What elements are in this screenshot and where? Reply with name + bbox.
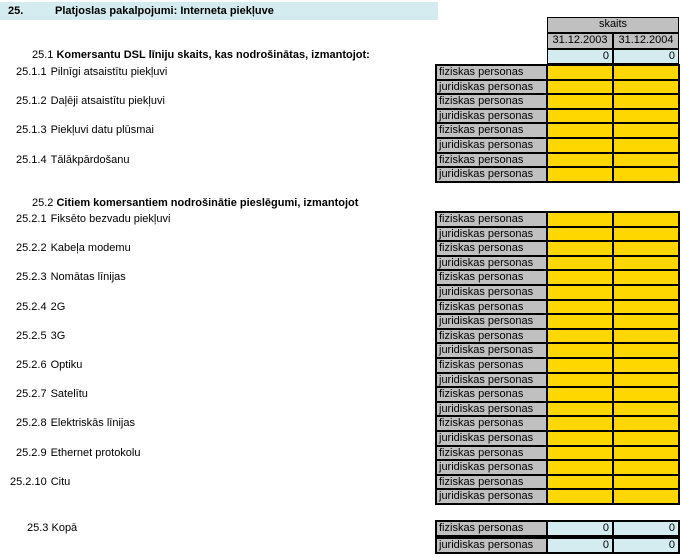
- item-25-2-9: [16, 447, 140, 459]
- value-cell-legal-2004[interactable]: [613, 343, 679, 358]
- column-group-header: skaits: [547, 17, 679, 33]
- value-cell-natural-2003[interactable]: [547, 241, 613, 256]
- value-cell-natural-2003[interactable]: [547, 94, 613, 109]
- total-25-1-2003[interactable]: 0: [547, 49, 613, 64]
- value-cell-natural-2004[interactable]: [613, 212, 679, 227]
- value-cell-legal-2003[interactable]: [547, 167, 613, 182]
- value-cell-legal-2003[interactable]: [547, 138, 613, 153]
- item-25-1-2: [16, 95, 165, 107]
- category-natural: fiziskas personas: [436, 241, 547, 256]
- value-cell-natural-2003[interactable]: [547, 475, 613, 490]
- item-25-2-3: [16, 271, 126, 283]
- item-label: Nomātas līnijas: [50, 271, 126, 284]
- item-label: Fiksēto bezvadu piekļuvi: [50, 213, 171, 225]
- item-label: Satelītu: [50, 388, 88, 401]
- item-code: 25.2.2: [16, 242, 47, 255]
- value-cell-natural-2004[interactable]: [613, 358, 679, 373]
- item-label: Ethernet protokolu: [50, 446, 141, 459]
- value-cell-natural-2004[interactable]: [613, 270, 679, 285]
- category-legal: juridiskas personas: [436, 431, 547, 446]
- item-code: 25.2.7: [16, 388, 47, 401]
- value-cell-natural-2003[interactable]: [547, 270, 613, 285]
- value-cell-legal-2003[interactable]: [547, 80, 613, 95]
- value-cell-natural-2004[interactable]: [613, 416, 679, 431]
- section-header: [0, 2, 438, 20]
- value-cell-natural-2003[interactable]: [547, 123, 613, 138]
- value-cell-legal-2003[interactable]: [547, 256, 613, 271]
- category-natural: fiziskas personas: [436, 212, 547, 227]
- value-cell-legal-2004[interactable]: [613, 138, 679, 153]
- value-cell-natural-2004[interactable]: [613, 387, 679, 402]
- category-legal: juridiskas personas: [436, 314, 547, 329]
- value-cell-natural-2003[interactable]: [547, 212, 613, 227]
- category-legal: juridiskas personas: [436, 489, 547, 504]
- category-natural: fiziskas personas: [436, 153, 547, 168]
- value-cell-legal-2003[interactable]: [547, 402, 613, 417]
- subsection-title: Kopā: [51, 522, 78, 534]
- item-code: 25.2.4: [16, 300, 47, 313]
- value-cell-legal-2004[interactable]: [613, 431, 679, 446]
- item-label: Piekļuvi datu plūsmai: [50, 124, 154, 137]
- value-cell-legal-2003[interactable]: [547, 431, 613, 446]
- category-natural: fiziskas personas: [436, 329, 547, 344]
- category-natural: fiziskas personas: [436, 123, 547, 138]
- item-25-1-4: [16, 154, 129, 166]
- value-cell-legal-2004[interactable]: [613, 227, 679, 242]
- category-legal: juridiskas personas: [436, 167, 547, 182]
- total-natural-2003[interactable]: 0: [547, 521, 613, 536]
- item-label: 3G: [50, 329, 66, 342]
- item-code: 25.1.4: [16, 153, 47, 166]
- category-legal: juridiskas personas: [436, 373, 547, 388]
- item-code: 25.2.9: [16, 446, 47, 459]
- value-cell-legal-2003[interactable]: [547, 460, 613, 475]
- value-cell-legal-2004[interactable]: [613, 373, 679, 388]
- value-cell-legal-2004[interactable]: [613, 167, 679, 182]
- item-25-1-1: [16, 66, 167, 78]
- value-cell-legal-2004[interactable]: [613, 285, 679, 300]
- item-label: Daļēji atsaistītu piekļuvi: [50, 95, 165, 108]
- category-legal: juridiskas personas: [436, 138, 547, 153]
- total-legal-2004[interactable]: 0: [613, 538, 679, 553]
- value-cell-natural-2004[interactable]: [613, 446, 679, 461]
- value-cell-natural-2003[interactable]: [547, 300, 613, 315]
- category-natural: fiziskas personas: [436, 475, 547, 490]
- total-25-1-2004[interactable]: 0: [613, 49, 679, 64]
- section-title: Platjoslas pakalpojumi: Interneta piekļuve: [55, 5, 274, 17]
- value-cell-legal-2004[interactable]: [613, 109, 679, 124]
- value-cell-natural-2004[interactable]: [613, 475, 679, 490]
- item-code: 25.2.8: [16, 417, 47, 430]
- value-cell-legal-2003[interactable]: [547, 343, 613, 358]
- category-legal: juridiskas personas: [436, 109, 547, 124]
- subsection-25-3-label: [27, 522, 77, 534]
- category-natural: fiziskas personas: [436, 94, 547, 109]
- value-cell-natural-2003[interactable]: [547, 329, 613, 344]
- column-date-2004: 31.12.2004: [613, 33, 679, 49]
- category-natural: fiziskas personas: [436, 65, 547, 80]
- value-cell-legal-2004[interactable]: [613, 80, 679, 95]
- item-25-2-5: [16, 330, 65, 342]
- value-cell-legal-2003[interactable]: [547, 373, 613, 388]
- value-cell-legal-2004[interactable]: [613, 256, 679, 271]
- total-natural-2004[interactable]: 0: [613, 521, 679, 536]
- total-legal-2003[interactable]: 0: [547, 538, 613, 553]
- item-code: 25.1.3: [16, 124, 47, 137]
- item-code: 25.1.1: [16, 66, 47, 78]
- value-cell-natural-2004[interactable]: [613, 123, 679, 138]
- value-cell-legal-2003[interactable]: [547, 489, 613, 504]
- value-cell-legal-2003[interactable]: [547, 227, 613, 242]
- category-natural: fiziskas personas: [436, 446, 547, 461]
- category-legal: juridiskas personas: [436, 256, 547, 271]
- category-natural: fiziskas personas: [436, 387, 547, 402]
- item-label: Kabeļa modemu: [50, 242, 131, 255]
- value-cell-legal-2004[interactable]: [613, 314, 679, 329]
- category-natural: fiziskas personas: [436, 270, 547, 285]
- subsection-code: 25.3: [27, 522, 49, 534]
- value-cell-natural-2004[interactable]: [613, 329, 679, 344]
- value-cell-natural-2003[interactable]: [547, 446, 613, 461]
- subsection-title: Citiem komersantiem nodrošinātie pieslēgumi, izmantojot: [56, 197, 359, 209]
- total-category-natural: fiziskas personas: [436, 521, 547, 536]
- value-cell-natural-2003[interactable]: [547, 416, 613, 431]
- column-date-2003: 31.12.2003: [547, 33, 613, 49]
- category-legal: juridiskas personas: [436, 343, 547, 358]
- item-code: 25.2.1: [16, 213, 47, 225]
- value-cell-natural-2003[interactable]: [547, 358, 613, 373]
- category-legal: juridiskas personas: [436, 460, 547, 475]
- value-cell-legal-2003[interactable]: [547, 314, 613, 329]
- subsection-25-2-heading: [32, 197, 358, 209]
- subsection-25-1-heading: [32, 49, 370, 61]
- value-cell-legal-2004[interactable]: [613, 460, 679, 475]
- item-code: 25.2.10: [10, 475, 47, 488]
- total-category-legal: juridiskas personas: [436, 538, 547, 553]
- value-cell-natural-2004[interactable]: [613, 94, 679, 109]
- item-code: 25.2.6: [16, 359, 47, 371]
- value-cell-legal-2004[interactable]: [613, 402, 679, 417]
- value-cell-natural-2003[interactable]: [547, 153, 613, 168]
- item-25-2-8: [16, 417, 135, 429]
- value-cell-legal-2004[interactable]: [613, 489, 679, 504]
- item-label: 2G: [50, 300, 66, 313]
- item-25-2-7: [16, 388, 88, 400]
- value-cell-natural-2003[interactable]: [547, 65, 613, 80]
- subsection-code: 25.2: [32, 197, 54, 209]
- item-code: 25.2.3: [16, 271, 47, 284]
- category-natural: fiziskas personas: [436, 358, 547, 373]
- item-25-2-2: [16, 242, 131, 254]
- subsection-code: 25.1: [32, 49, 54, 61]
- item-25-2-4: [16, 301, 65, 313]
- item-25-2-1: [16, 213, 170, 225]
- item-label: Tālākpārdošanu: [50, 153, 130, 166]
- item-code: 25.2.5: [16, 329, 47, 342]
- category-legal: juridiskas personas: [436, 80, 547, 95]
- item-25-1-3: [16, 124, 154, 136]
- item-label: Elektriskās līnijas: [50, 417, 135, 430]
- value-cell-legal-2003[interactable]: [547, 285, 613, 300]
- item-25-2-6: [16, 359, 82, 371]
- value-cell-natural-2004[interactable]: [613, 153, 679, 168]
- item-code: 25.1.2: [16, 95, 47, 108]
- value-cell-natural-2004[interactable]: [613, 65, 679, 80]
- item-label: Pilnīgi atsaistītu piekļuvi: [50, 66, 168, 78]
- category-natural: fiziskas personas: [436, 416, 547, 431]
- category-legal: juridiskas personas: [436, 227, 547, 242]
- value-cell-legal-2003[interactable]: [547, 109, 613, 124]
- category-legal: juridiskas personas: [436, 285, 547, 300]
- value-cell-natural-2004[interactable]: [613, 241, 679, 256]
- value-cell-natural-2003[interactable]: [547, 387, 613, 402]
- subsection-title: Komersantu DSL līniju skaits, kas nodrošinātas, izmantojot:: [56, 49, 370, 61]
- category-legal: juridiskas personas: [436, 402, 547, 417]
- item-label: Citu: [50, 475, 71, 488]
- section-number: 25.: [8, 5, 24, 17]
- item-25-2-10: [10, 476, 70, 488]
- item-label: Optiku: [50, 359, 83, 371]
- category-natural: fiziskas personas: [436, 300, 547, 315]
- value-cell-natural-2004[interactable]: [613, 300, 679, 315]
